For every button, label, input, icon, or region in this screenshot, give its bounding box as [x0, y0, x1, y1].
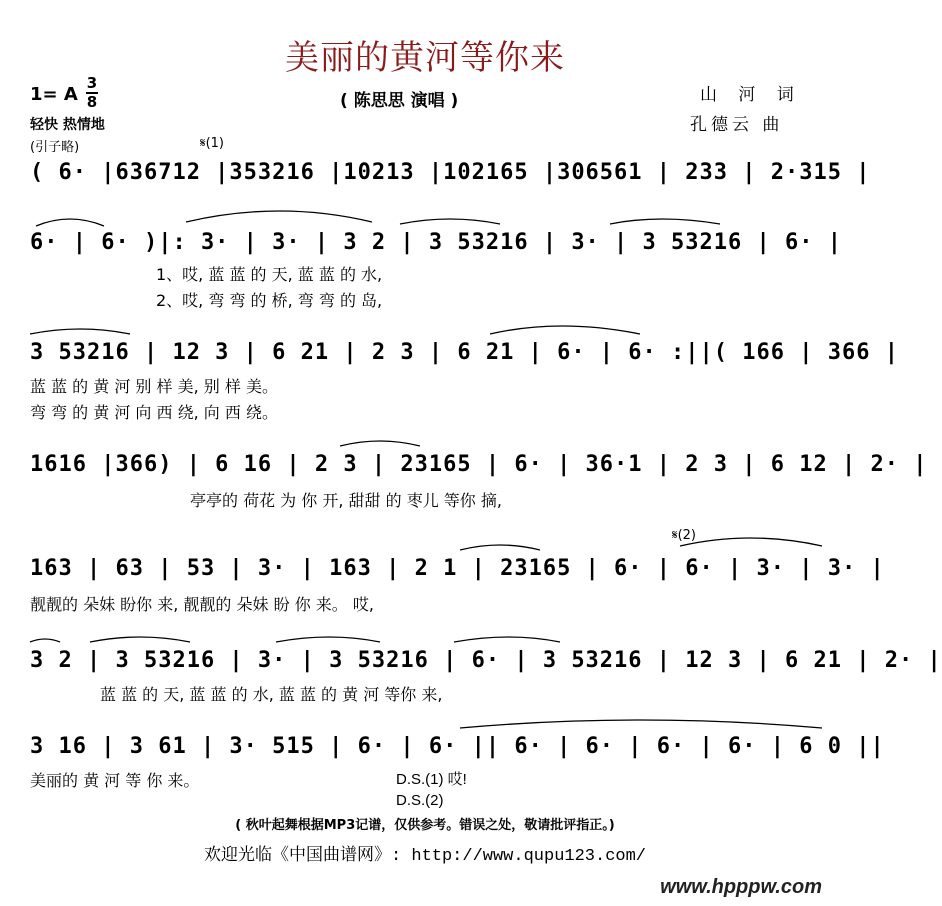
time-sig-top: 3 [86, 74, 98, 92]
slur-arc [36, 219, 104, 226]
lyric-line: 亭亭的 荷花 为 你 开, 甜甜 的 枣儿 等你 摘, [190, 491, 502, 510]
lyric-line: 2、哎, 弯 弯 的 桥, 弯 弯 的 岛, [156, 291, 383, 310]
notation-row: ( 6· |636712 |353216 |10213 |102165 |306561 | 233 | 2·315 | [30, 160, 871, 185]
segno-mark-2: 𝄋(2) [672, 528, 697, 543]
intro-note: (引子略) [30, 140, 80, 155]
slur-arc [400, 219, 500, 224]
slur-arc [90, 637, 190, 642]
notation-row: 3 16 | 3 61 | 3· 515 | 6· | 6· || 6· | 6· | 6· | 6· | 6 0 || [30, 734, 885, 759]
slur-arc [460, 720, 822, 728]
slur-arc [610, 219, 720, 224]
slur-arc [680, 538, 822, 546]
ds-mark-1: D.S.(1) 哎! [396, 771, 467, 788]
notation-row: 1616 |366) | 6 16 | 2 3 | 23165 | 6· | 36·1 | 2 3 | 6 12 | 2· | [30, 452, 928, 477]
segno-mark-1: 𝄋(1) [200, 136, 225, 151]
watermark: www.hpppw.com [660, 876, 822, 898]
slur-arc [186, 211, 372, 222]
notation-row: 3 2 | 3 53216 | 3· | 3 53216 | 6· | 3 53216 | 12 3 | 6 21 | 2· | [30, 648, 942, 673]
slur-arc [276, 637, 380, 642]
slur-arc [490, 326, 640, 334]
ds-mark-2: D.S.(2) [396, 792, 444, 809]
notation-row: 163 | 63 | 53 | 3· | 163 | 2 1 | 23165 | 6· | 6· | 3· | 3· | [30, 556, 885, 581]
footnote: ( 秋叶起舞根据MP3记谱，仅供参考。错误之处，敬请批评指正。) [235, 818, 615, 833]
singer-credit: ( 陈思思 演唱 ) [340, 91, 459, 111]
slur-arc [30, 639, 60, 642]
time-sig-bottom: 8 [86, 93, 98, 111]
tempo-marking: 轻快 热情地 [30, 117, 105, 133]
lyric-line: 弯 弯 的 黄 河 向 西 绕, 向 西 绕。 [30, 403, 278, 422]
lyricist-credit: 山 河 词 [700, 85, 802, 105]
slur-arc [460, 545, 540, 550]
page-title: 美丽的黄河等你来 [285, 38, 565, 78]
lyric-line: 1、哎, 蓝 蓝 的 天, 蓝 蓝 的 水, [156, 265, 383, 284]
composer-credit: 孔德云 曲 [690, 115, 784, 135]
lyric-line: 蓝 蓝 的 黄 河 别 样 美, 别 样 美。 [30, 377, 278, 396]
slur-arc [454, 637, 560, 642]
slur-arc [30, 329, 130, 334]
lyric-line: 蓝 蓝 的 天, 蓝 蓝 的 水, 蓝 蓝 的 黄 河 等你 来, [100, 685, 443, 704]
notation-row: 3 53216 | 12 3 | 6 21 | 2 3 | 6 21 | 6· | 6· :||( 166 | 366 | [30, 340, 899, 365]
lyric-line: 美丽的 黄 河 等 你 来。 [30, 771, 200, 790]
slur-arc [340, 441, 420, 446]
lyric-line: 靓靓的 朵妹 盼你 来, 靓靓的 朵妹 盼 你 来。 哎, [30, 595, 374, 614]
notation-row: 6· | 6· )|: 3· | 3· | 3 2 | 3 53216 | 3· | 3 53216 | 6· | [30, 230, 842, 255]
key-signature: 1= A [30, 84, 78, 105]
welcome-line: 欢迎光临《中国曲谱网》: http://www.qupu123.com/ [203, 847, 647, 866]
